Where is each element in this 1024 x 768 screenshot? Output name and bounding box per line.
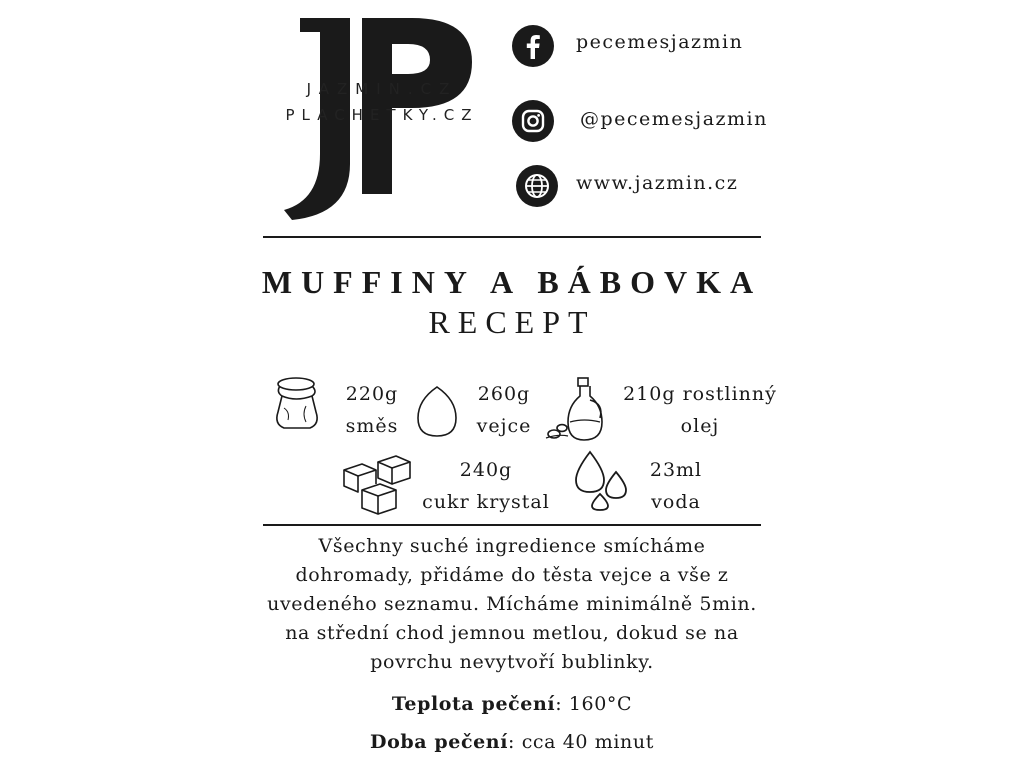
baking-time-value: : cca 40 minut bbox=[508, 731, 654, 753]
instruction-line: Všechny suché ingredience smícháme bbox=[318, 535, 706, 557]
recipe-subtitle: RECEPT bbox=[428, 304, 596, 340]
ingredient-amount: 260g bbox=[477, 383, 531, 405]
ingredient-flour bbox=[336, 378, 408, 442]
instructions bbox=[250, 532, 774, 677]
egg-icon bbox=[414, 384, 460, 444]
recipe-title: MUFFINY A BÁBOVKA bbox=[261, 264, 763, 300]
baking-time-label: Doba pečení bbox=[370, 731, 509, 753]
logo bbox=[262, 14, 502, 224]
sugar-cubes-icon bbox=[340, 452, 416, 522]
ingredient-name: voda bbox=[651, 491, 701, 513]
instruction-line: uvedeného seznamu. Mícháme minimálně 5min. bbox=[267, 593, 757, 615]
ingredient-name: vejce bbox=[476, 415, 532, 437]
ingredient-amount: 23ml bbox=[649, 459, 703, 481]
baking-temperature-label: Teplota pečení bbox=[391, 693, 556, 715]
ingredient-name: směs bbox=[345, 415, 399, 437]
oil-bottle-icon bbox=[544, 374, 610, 448]
baking-time bbox=[0, 731, 1024, 753]
instagram-handle[interactable]: @pecemesjazmin bbox=[580, 108, 768, 130]
ingredient-water bbox=[640, 454, 712, 518]
ingredient-amount: 240g bbox=[459, 459, 513, 481]
ingredient-sugar bbox=[416, 454, 556, 518]
instagram-icon[interactable] bbox=[512, 100, 554, 142]
ingredient-amount: 210g rostlinný bbox=[623, 383, 777, 405]
ingredient-name: olej bbox=[680, 415, 720, 437]
divider-top bbox=[263, 236, 761, 238]
website-link[interactable]: www.jazmin.cz bbox=[576, 172, 739, 194]
ingredient-amount: 220g bbox=[345, 383, 399, 405]
ingredient-eggs bbox=[468, 378, 540, 442]
flour-sack-icon bbox=[266, 372, 326, 436]
baking-temperature bbox=[0, 693, 1024, 715]
logo-text-jazmin: JAZMIN.CZ bbox=[306, 80, 458, 98]
facebook-handle[interactable]: pecemesjazmin bbox=[576, 31, 744, 53]
ingredient-name: cukr krystal bbox=[422, 491, 550, 513]
facebook-icon[interactable] bbox=[512, 25, 554, 67]
divider-middle bbox=[263, 524, 761, 526]
water-drops-icon bbox=[570, 450, 630, 516]
globe-icon[interactable] bbox=[516, 165, 558, 207]
ingredient-oil bbox=[616, 378, 784, 442]
baking-temperature-value: : 160°C bbox=[555, 693, 633, 715]
instruction-line: dohromady, přidáme do těsta vejce a vše z bbox=[295, 564, 729, 586]
instruction-line: na střední chod jemnou metlou, dokud se na bbox=[285, 622, 739, 644]
logo-text-plachetky: PLACHETKY.CZ bbox=[285, 106, 479, 124]
instruction-line: povrchu nevytvoří bublinky. bbox=[370, 651, 654, 673]
